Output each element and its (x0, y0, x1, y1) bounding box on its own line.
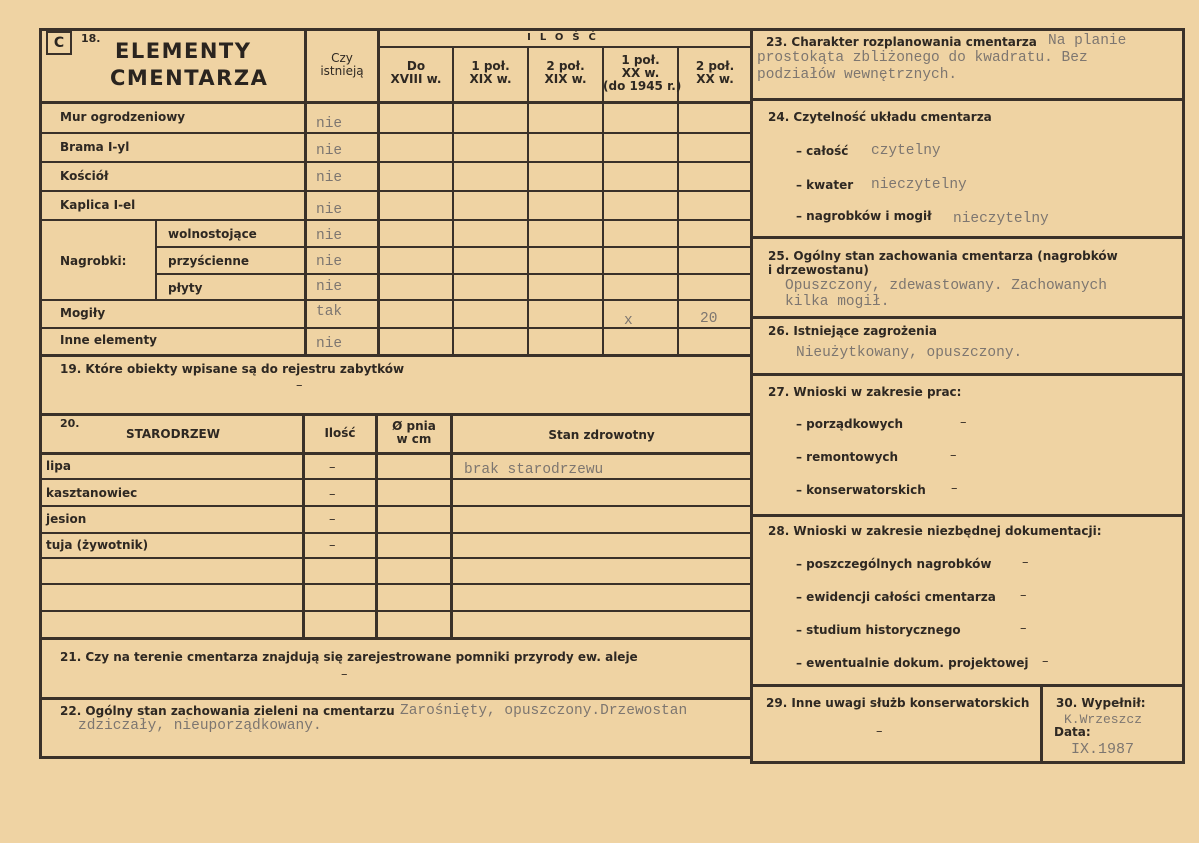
period-header-1 (380, 60, 452, 86)
diameter-header-line: w cm (396, 432, 432, 446)
s18-title-line2: CMENTARZA (110, 66, 269, 90)
s27-item-cleanup: – porządkowych (796, 417, 904, 431)
period-header-line: XIX w. (469, 72, 512, 86)
s18-row-line (40, 132, 752, 134)
s20-row-line (40, 610, 752, 612)
s25-label-line1: 25. Ogólny stan zachowania cmentarza (nagrobków (768, 249, 1118, 263)
period-header-line: XX w. (621, 66, 660, 80)
s24-bottom-line (752, 236, 1185, 239)
s18-row-line (156, 246, 752, 248)
period-header-line: 1 poł. (471, 59, 510, 73)
s30-label: 30. Wypełnił: (1056, 696, 1146, 710)
s20-header-line (40, 452, 752, 455)
s18-col-line (304, 30, 307, 355)
s30-name: K.Wrzeszcz (1064, 712, 1143, 727)
s25-value-line2: kilka mogił. (785, 294, 890, 310)
exists-value-mounds: tak (316, 304, 343, 320)
s20-col-line (450, 413, 453, 639)
tree-name-ash: jesion (46, 512, 87, 526)
exists-value-slabs: nie (316, 279, 343, 295)
diameter-header-line: Ø pnia (392, 419, 436, 433)
s20-row-line (40, 583, 752, 585)
tree-qty-linden: – (329, 460, 336, 475)
s20-number: 20. (60, 417, 80, 430)
s22-value-line2: zdziczały, nieuporządkowany. (78, 718, 322, 734)
exists-value-wall: nie (316, 116, 343, 132)
s27-item-repair: – remontowych (796, 450, 899, 464)
s27-bottom-line (752, 514, 1185, 517)
row-label-chapel: Kaplica I-el (60, 198, 136, 212)
s28-value-history: – (1020, 621, 1027, 636)
s24-value-whole: czytelny (871, 143, 941, 159)
frame-bottom-right (752, 761, 1185, 764)
s20-row-line (40, 505, 752, 507)
s28-item-design: – ewentualnie dokum. projektowej (796, 656, 1029, 670)
frame-middle (750, 28, 753, 764)
s21-value: – (341, 667, 348, 682)
s25-value-line1: Opuszczony, zdewastowany. Zachowanych (785, 278, 1107, 294)
s18-row-line (40, 299, 752, 301)
exists-value-freestanding: nie (316, 228, 343, 244)
row-label-church: Kościół (60, 169, 109, 183)
s24-value-graves: nieczytelny (953, 211, 1049, 227)
s18-bottom-line (40, 354, 752, 357)
period-header-3 (529, 60, 602, 86)
exists-value-other: nie (316, 336, 343, 352)
row-label-other: Inne elementy (60, 333, 158, 347)
s18-col-line (527, 46, 529, 355)
s20-col-qty: Ilość (324, 426, 356, 440)
s18-row-line (40, 190, 752, 192)
s26-value: Nieużytkowany, opuszczony. (796, 345, 1023, 361)
s28-item-graves: – poszczególnych nagrobków (796, 557, 992, 571)
period-header-line: 1 poł. (621, 53, 660, 67)
tree-name-thuja: tuja (żywotnik) (46, 538, 149, 552)
s25-bottom-line (752, 316, 1185, 319)
s23-label: 23. Charakter rozplanowania cmentarza (766, 35, 1037, 49)
s21-label: 21. Czy na terenie cmentarza znajdują się zarejestrowane pomniki przyrody ew. aleje (60, 650, 638, 664)
s20-col-line (302, 413, 305, 639)
row-label-freestanding: wolnostojące (168, 227, 257, 241)
period-header-line: XX w. (696, 72, 734, 86)
s20-col-line (375, 413, 378, 639)
s30-date-label: Data: (1054, 725, 1091, 739)
s23-value-line3: podziałów wewnętrznych. (757, 67, 958, 83)
s18-title (110, 38, 269, 92)
period-header-line: 2 poł. (695, 59, 735, 73)
s24-item-quarters: – kwater (796, 178, 854, 192)
s18-nagrobki-divider (155, 219, 157, 300)
s27-item-conservation: – konserwatorskich (796, 483, 926, 497)
s18-number: 18. (81, 32, 101, 45)
s22-value-line1: Zarośnięty, opuszczony.Drzewostan (400, 703, 688, 719)
period-header-line: XVIII w. (390, 72, 442, 86)
s23-bottom-line (752, 98, 1185, 101)
s18-row-line (40, 219, 752, 221)
period-header-2 (454, 60, 527, 86)
tree-qty-chestnut: – (329, 487, 336, 502)
period-header-line: Do (406, 59, 426, 73)
exists-value-gate: nie (316, 143, 343, 159)
s18-header-line (40, 101, 752, 104)
s18-quantity-header: ILOŚĆ (527, 32, 605, 43)
s20-col-health: Stan zdrowotny (548, 428, 655, 442)
exists-header-line: Czy (331, 51, 353, 65)
s23-value-line2: prostokąta zbliżonego do kwadratu. Bez (757, 50, 1088, 66)
tree-name-linden: lipa (46, 459, 71, 473)
period-header-line: (do 1945 r.) (603, 79, 682, 93)
section-letter-box: C (46, 31, 72, 55)
exists-value-wall-mounted: nie (316, 254, 343, 270)
s18-ilosc-line (378, 46, 752, 48)
s25-label-line2: i drzewostanu) (768, 263, 869, 277)
tree-name-chestnut: kasztanowiec (46, 486, 138, 500)
s20-row-line (40, 532, 752, 534)
s28-value-graves: – (1022, 555, 1029, 570)
s26-bottom-line (752, 373, 1185, 376)
s29-value: – (876, 724, 883, 739)
s28-value-design: – (1042, 654, 1049, 669)
period-header-5 (679, 60, 751, 86)
s20-bottom-line (40, 637, 752, 640)
s20-row-line (40, 557, 752, 559)
s20-row-line (40, 478, 752, 480)
s29-s30-divider (1040, 684, 1043, 763)
s18-col-line (452, 46, 454, 355)
s28-bottom-line (752, 684, 1185, 687)
s29-label: 29. Inne uwagi służb konserwatorskich (766, 696, 1030, 710)
s23-value-line1: Na planie (1048, 33, 1127, 49)
s19-bottom-line (40, 413, 752, 416)
period-header-line: 2 poł. (546, 59, 585, 73)
tree-qty-ash: – (329, 512, 336, 527)
frame-left (39, 28, 42, 759)
s28-value-records: – (1020, 588, 1027, 603)
frame-right (1182, 28, 1185, 764)
row-label-graves-group: Nagrobki: (60, 254, 127, 268)
s18-title-line1: ELEMENTY (115, 39, 252, 63)
s28-label: 28. Wnioski w zakresie niezbędnej dokumentacji: (768, 524, 1102, 538)
s24-value-quarters: nieczytelny (871, 177, 967, 193)
row-label-wall-mounted: przyścienne (168, 254, 250, 268)
s20-note: brak starodrzewu (464, 462, 604, 478)
s24-label: 24. Czytelność układu cmentarza (768, 110, 992, 124)
period-header-4 (603, 53, 682, 93)
row-label-gate: Brama I-yl (60, 140, 130, 154)
s21-bottom-line (40, 697, 752, 700)
tree-qty-thuja: – (329, 538, 336, 553)
s18-row-line (40, 327, 752, 329)
s19-label: 19. Które obiekty wpisane są do rejestru zabytków (60, 362, 405, 376)
s27-label: 27. Wnioski w zakresie prac: (768, 385, 962, 399)
s30-date: IX.1987 (1071, 741, 1135, 758)
s27-value-conservation: – (951, 481, 958, 496)
s27-value-cleanup: – (960, 415, 967, 430)
s28-item-history: – studium historycznego (796, 623, 961, 637)
s28-item-records: – ewidencji całości cmentarza (796, 590, 996, 604)
exists-value-church: nie (316, 170, 343, 186)
row-label-mounds: Mogiły (60, 306, 106, 320)
row-label-slabs: płyty (168, 281, 203, 295)
mounds-2nd-half-xx-value: 20 (700, 311, 718, 327)
exists-value-chapel: nie (316, 202, 343, 218)
s18-row-line (156, 273, 752, 275)
frame-bottom-left (40, 756, 753, 759)
row-label-wall: Mur ogrodzeniowy (60, 110, 186, 124)
s26-label: 26. Istniejące zagrożenia (768, 324, 937, 338)
exists-header-line: istnieją (320, 64, 364, 78)
mounds-1945-value: x (624, 313, 633, 329)
s20-col-diameter (378, 420, 450, 446)
s18-exists-header (306, 52, 378, 78)
s20-title: STARODRZEW (126, 427, 220, 441)
s22-label: 22. Ogólny stan zachowania zieleni na cmentarzu (60, 704, 395, 718)
s18-row-line (40, 161, 752, 163)
s24-item-whole: – całość (796, 144, 849, 158)
s24-item-graves: – nagrobków i mogił (796, 209, 932, 223)
s19-value: – (296, 378, 303, 393)
s27-value-repair: – (950, 448, 957, 463)
period-header-line: XIX w. (544, 72, 587, 86)
